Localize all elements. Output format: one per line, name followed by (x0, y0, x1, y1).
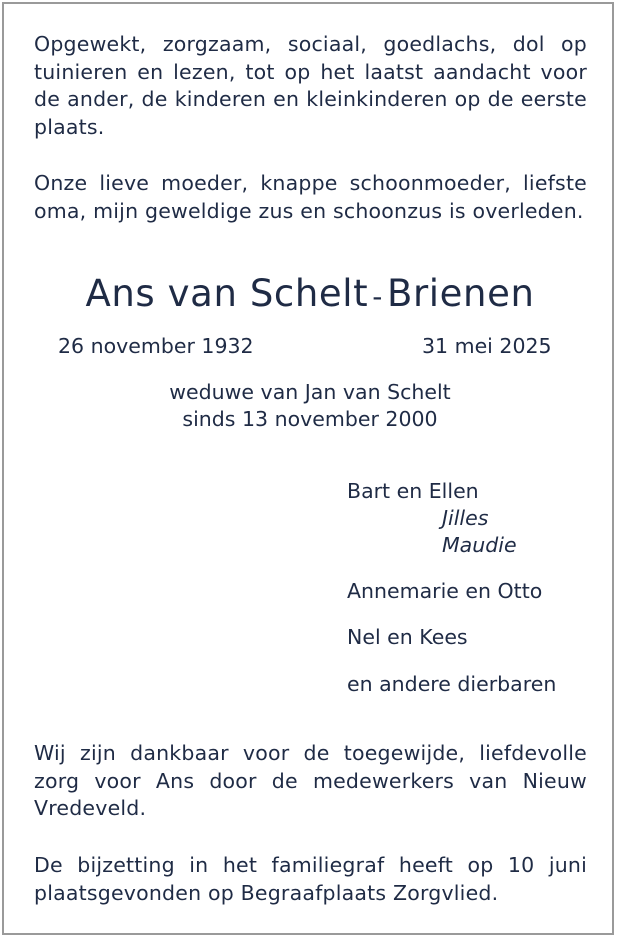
deceased-name-first: Ans van Schelt (85, 272, 369, 315)
name-separator: - (372, 280, 383, 313)
widow-line-1: weduwe van Jan van Schelt (169, 380, 451, 404)
grandchild-1: Jilles (442, 506, 489, 530)
family-others: en andere dierbaren (347, 672, 557, 696)
family-group-2: Annemarie en Otto (347, 579, 543, 603)
burial-paragraph: De bijzetting in het familiegraf heeft op 10 juni plaatsgevonden op Begraafplaats Zorgvlied. (34, 853, 587, 905)
family-group-1: Bart en Ellen (347, 479, 479, 503)
widow-statement (0, 379, 620, 433)
thanks-paragraph: Wij zijn dankbaar voor de toegewijde, liefdevolle zorg voor Ans door de medewerkers van Nieuw Vredeveld. (34, 741, 587, 820)
announcement-paragraph: Onze lieve moeder, knappe schoonmoeder, liefste oma, mijn geweldige zus en schoonzus is overleden. (34, 171, 587, 223)
grandchild-2: Maudie (442, 533, 517, 557)
deceased-name-second: Brienen (387, 272, 535, 315)
family-group-3: Nel en Kees (347, 625, 468, 649)
widow-line-2: sinds 13 november 2000 (182, 407, 438, 431)
death-date: 31 mei 2025 (422, 334, 552, 358)
deceased-name (0, 270, 620, 321)
intro-paragraph: Opgewekt, zorgzaam, sociaal, goedlachs, dol op tuinieren en lezen, tot op het laatst aandacht voor de ander, de kinderen en kleinkinderen op de eerste plaats. (34, 32, 587, 139)
birth-date: 26 november 1932 (58, 334, 254, 358)
